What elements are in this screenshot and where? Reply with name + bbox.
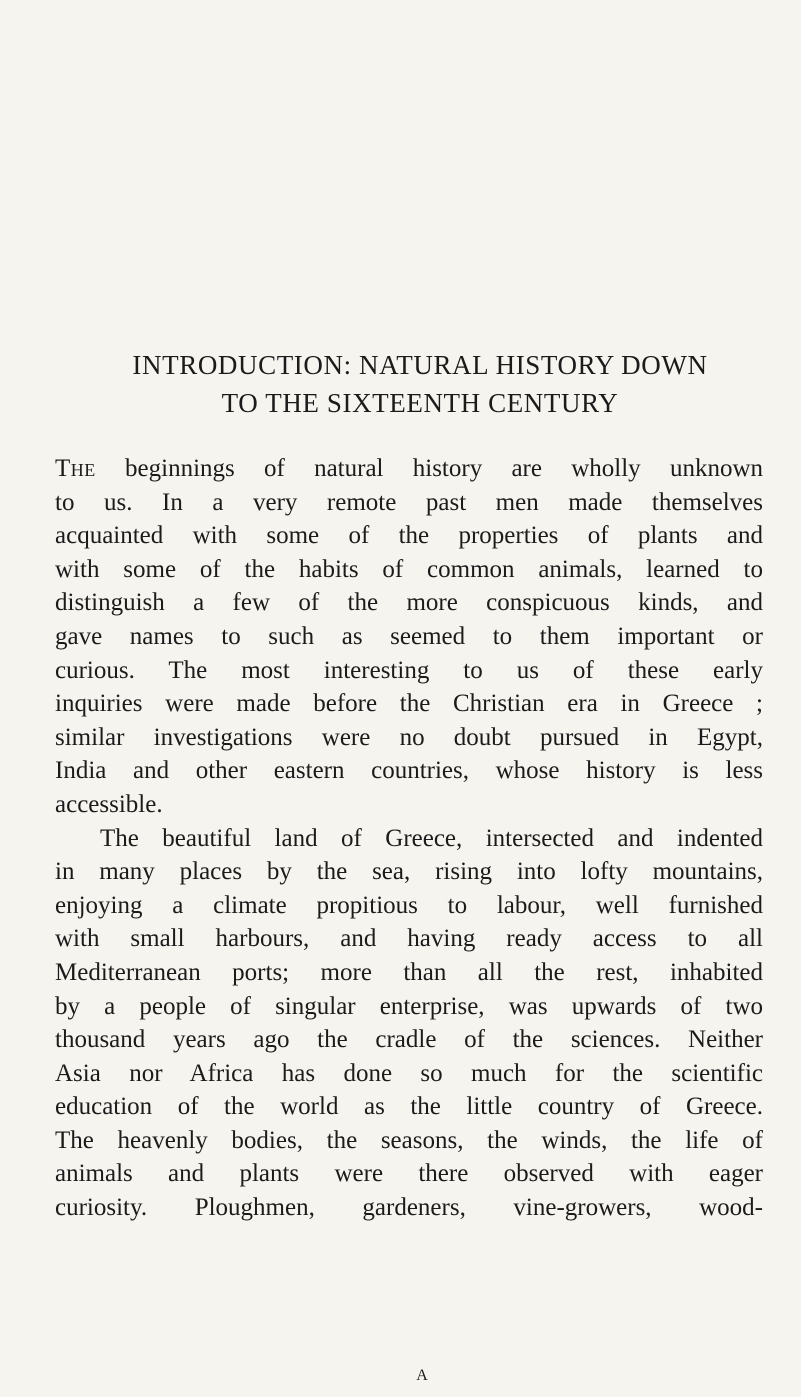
chapter-title (60, 346, 780, 422)
text-line: curious. The most interesting to us of these early (55, 656, 763, 684)
text-line: curiosity. Ploughmen, gardeners, vine-growers, wood- (55, 1194, 763, 1222)
text-line: accessible. (55, 790, 163, 818)
text-line: education of the world as the little country of Greece. (55, 1093, 763, 1121)
text-line (55, 452, 763, 486)
text-line: to us. In a very remote past men made themselves (55, 488, 763, 516)
text-line: with small harbours, and having ready access to all (55, 925, 763, 953)
text-line: The heavenly bodies, the seasons, the winds, the life of (55, 1126, 763, 1154)
text-line: Mediterranean ports; more than all the rest, inhabited (55, 958, 763, 986)
text-line: enjoying a climate propitious to labour, well furnished (55, 891, 763, 919)
signature-mark: A (416, 1367, 428, 1384)
paragraph-1 (55, 452, 763, 822)
text-line: animals and plants were there observed with eager (55, 1160, 763, 1188)
text-line: by a people of singular enterprise, was upwards of two (55, 992, 763, 1020)
chapter-title-line-2: TO THE SIXTEENTH CENTURY (221, 388, 619, 418)
text-line: inquiries were made before the Christian era in Greece ; (55, 690, 763, 718)
chapter-title-line-1: INTRODUCTION: NATURAL HISTORY DOWN (132, 350, 708, 380)
text-line-rest: beginnings of natural history are wholly unknown (95, 455, 763, 482)
text-line: with some of the habits of common animals, learned to (55, 555, 763, 583)
text-line: similar investigations were no doubt pursued in Egypt, (55, 723, 763, 751)
text-line: The beautiful land of Greece, intersected and indented (100, 824, 763, 852)
text-line: in many places by the sea, rising into lofty mountains, (55, 858, 763, 886)
text-line: India and other eastern countries, whose history is less (55, 757, 763, 785)
text-line: gave names to such as seemed to them important or (55, 622, 763, 650)
text-line: Asia nor Africa has done so much for the scientific (55, 1059, 763, 1087)
opening-word: The (55, 455, 96, 482)
text-line: distinguish a few of the more conspicuous kinds, and (55, 589, 763, 617)
body-text (55, 452, 763, 1225)
text-line: thousand years ago the cradle of the sciences. Neither (55, 1026, 763, 1054)
text-line: acquainted with some of the properties of plants and (55, 522, 763, 550)
paragraph-2 (55, 822, 763, 1225)
